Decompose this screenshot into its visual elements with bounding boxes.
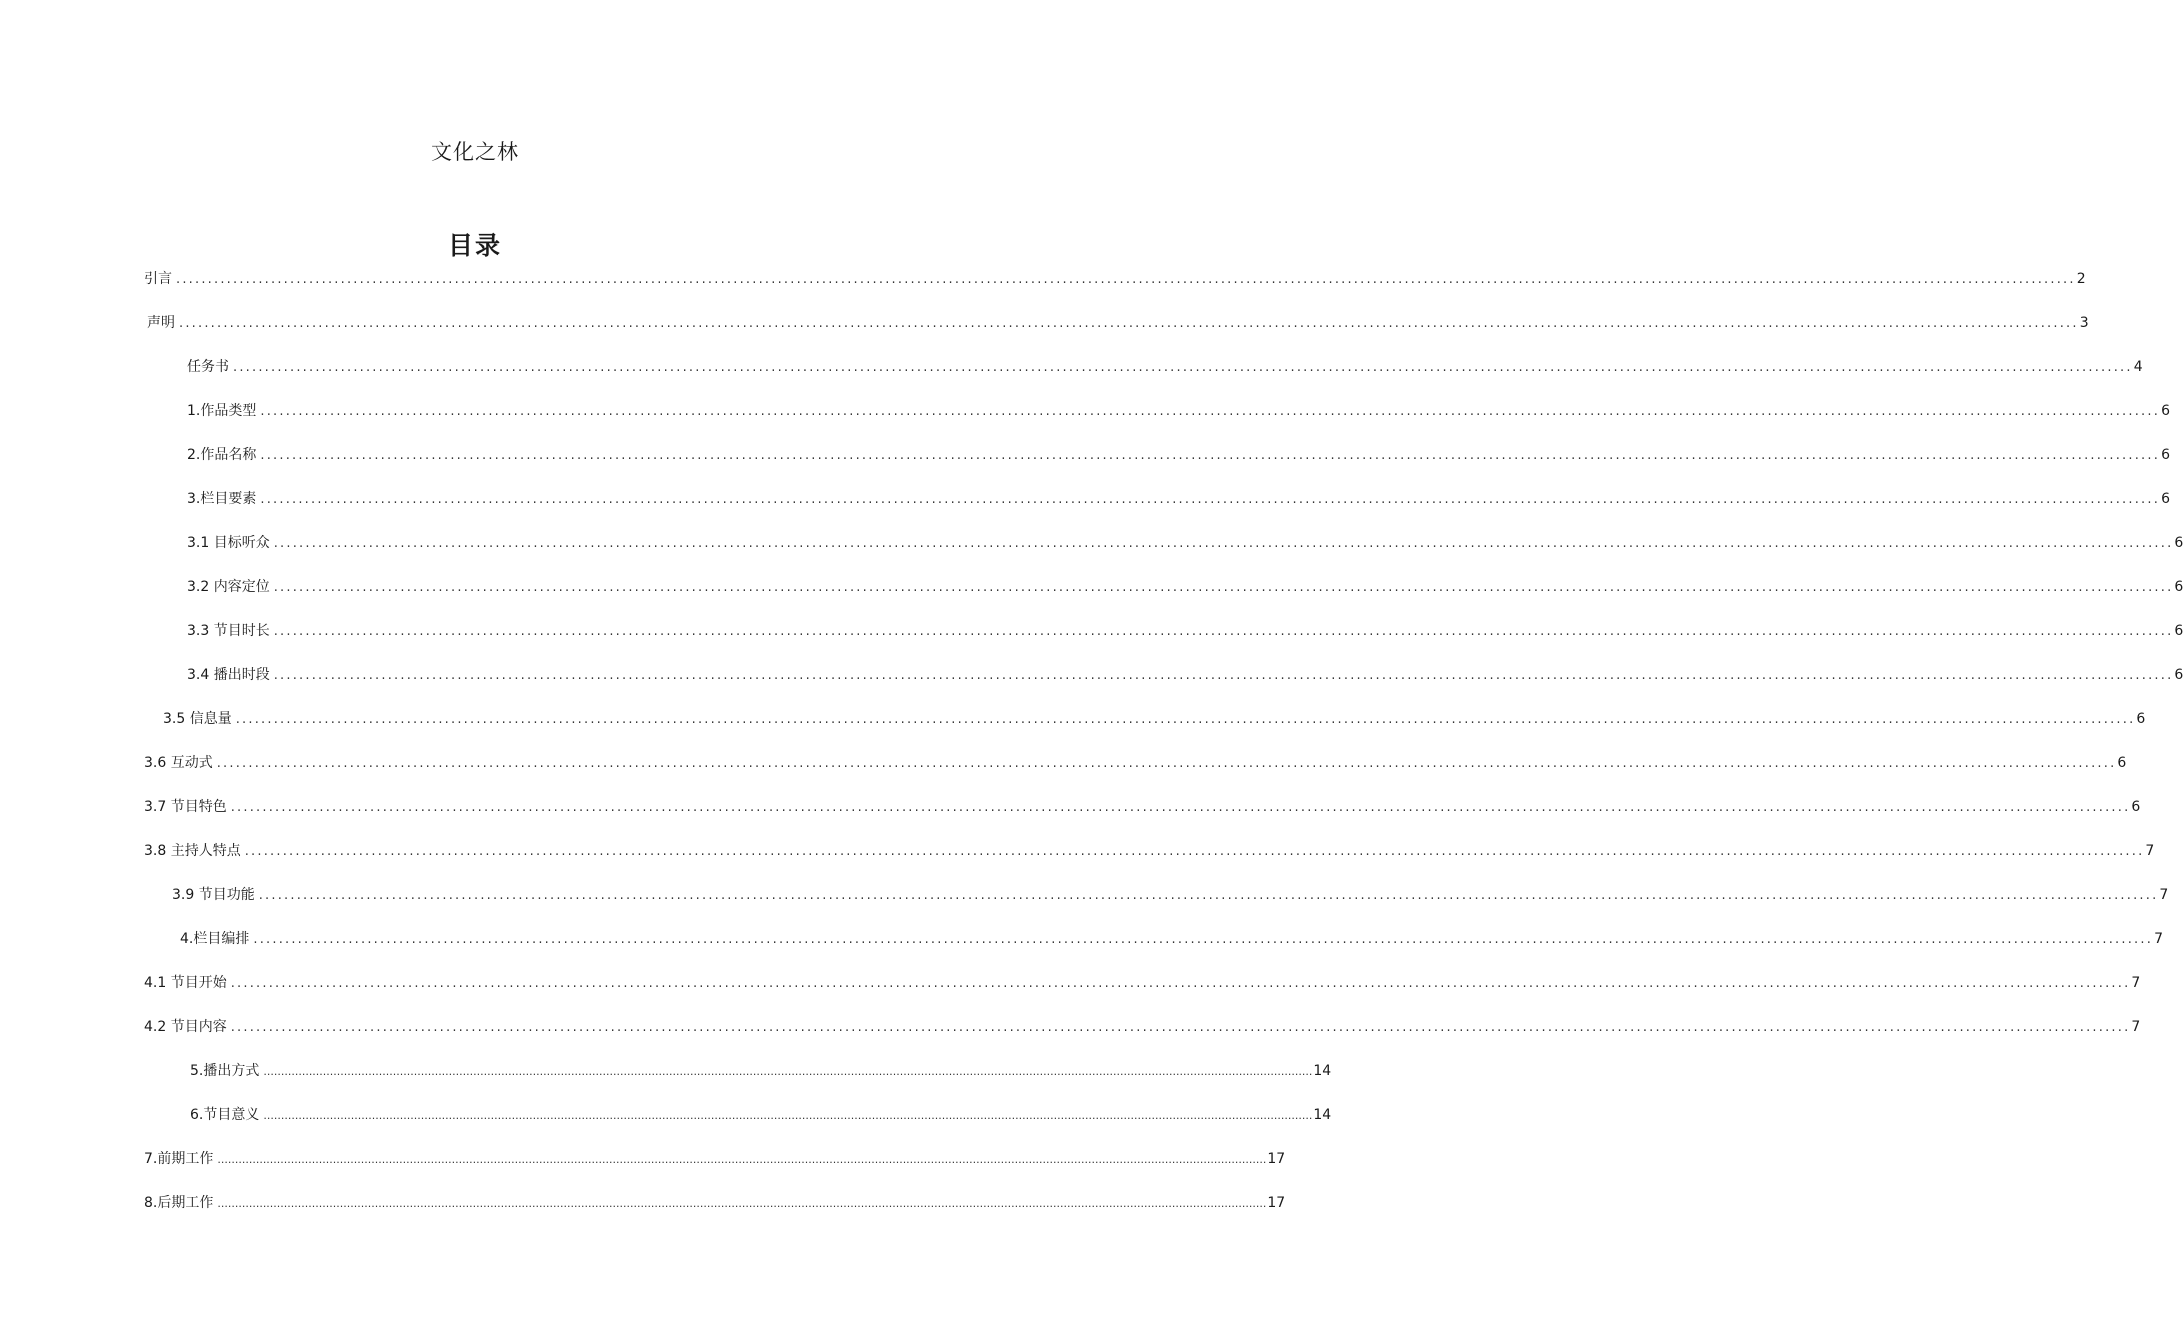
toc-leader: ............................................................................................................................................................................................................................................................................................................ <box>233 360 2133 375</box>
toc-entry-label: 3.8 主持人特点 <box>144 843 241 859</box>
toc-entry-broadcast-method[interactable] <box>190 1060 1332 1082</box>
toc-leader: ............................................................................................................................................................................................................................................................................................................ <box>230 976 2131 991</box>
toc-entry-page: 3 <box>2079 315 2089 331</box>
toc-entry-label: 4.1 节目开始 <box>144 975 227 991</box>
toc-entry-introduction[interactable] <box>144 268 2086 290</box>
toc-entry-page: 6 <box>2174 623 2183 639</box>
toc-leader: ............................................................................................................................................................................................................................................................................................................ <box>244 844 2145 859</box>
toc-entry-label: 声明 <box>147 315 175 331</box>
toc-entry-assignment[interactable] <box>187 356 2143 378</box>
toc-entry-label: 3.4 播出时段 <box>187 667 270 683</box>
toc-entry-statement[interactable] <box>147 312 2089 334</box>
toc-leader: ............................................................................................................................................................................................................................................................................................................ <box>273 668 2174 683</box>
toc-entry-host-traits[interactable] <box>144 840 2155 862</box>
toc-entry-label: 3.7 节目特色 <box>144 799 227 815</box>
toc-entry-label: 3.9 节目功能 <box>172 887 255 903</box>
toc-entry-label: 2.作品名称 <box>187 447 257 463</box>
toc-entry-page: 7 <box>2131 975 2141 991</box>
toc-entry-program-function[interactable] <box>172 884 2169 906</box>
toc-entry-page: 6 <box>2161 403 2170 419</box>
toc-entry-label: 引言 <box>144 271 172 287</box>
toc-leader: ............................................................................................................................................................................................................................................................................................................ <box>263 1065 1313 1078</box>
toc-entry-label: 4.2 节目内容 <box>144 1019 227 1035</box>
toc-entry-page: 4 <box>2133 359 2143 375</box>
toc-entry-label: 3.6 互动式 <box>144 755 213 771</box>
toc-entry-pre-production[interactable] <box>144 1148 1286 1170</box>
toc-heading: 目录 <box>447 231 502 260</box>
toc-leader: ............................................................................................................................................................................................................................................................................................................ <box>217 1197 1267 1210</box>
toc-entry-label: 3.栏目要素 <box>187 491 257 507</box>
toc-entry-page: 7 <box>2159 887 2169 903</box>
toc-entry-page: 6 <box>2161 447 2170 463</box>
toc-leader: ............................................................................................................................................................................................................................................................................................................ <box>260 492 2161 507</box>
toc-entry-label: 3.2 内容定位 <box>187 579 270 595</box>
toc-leader: ............................................................................................................................................................................................................................................................................................................ <box>273 536 2174 551</box>
toc-entry-page: 6 <box>2174 579 2183 595</box>
toc-entry-label: 3.1 目标听众 <box>187 535 270 551</box>
toc-entry-broadcast-slot[interactable] <box>187 664 2183 686</box>
toc-entry-page: 2 <box>2076 271 2086 287</box>
toc-entry-work-type[interactable] <box>187 400 2170 422</box>
toc-entry-page: 14 <box>1313 1063 1332 1079</box>
toc-entry-page: 7 <box>2154 931 2163 947</box>
toc-leader: ............................................................................................................................................................................................................................................................................................................ <box>235 712 2136 727</box>
toc-leader: ............................................................................................................................................................................................................................................................................................................ <box>230 1020 2131 1035</box>
toc-entry-page: 6 <box>2136 711 2146 727</box>
toc-entry-column-arrangement[interactable] <box>180 928 2163 950</box>
toc-entry-page: 7 <box>2145 843 2155 859</box>
toc-entry-label: 7.前期工作 <box>144 1151 214 1167</box>
toc-entry-label: 6.节目意义 <box>190 1107 260 1123</box>
toc-leader: ............................................................................................................................................................................................................................................................................................................ <box>260 404 2161 419</box>
toc-entry-label: 任务书 <box>187 359 229 375</box>
toc-entry-column-elements[interactable] <box>187 488 2170 510</box>
toc-leader: ............................................................................................................................................................................................................................................................................................................ <box>253 932 2154 947</box>
toc-entry-post-production[interactable] <box>144 1192 1286 1214</box>
toc-entry-page: 17 <box>1267 1195 1286 1211</box>
toc-entry-page: 6 <box>2117 755 2127 771</box>
toc-leader: ............................................................................................................................................................................................................................................................................................................ <box>273 580 2174 595</box>
toc-leader: ............................................................................................................................................................................................................................................................................................................ <box>273 624 2174 639</box>
toc-leader: ............................................................................................................................................................................................................................................................................................................ <box>263 1109 1313 1122</box>
toc-leader: ............................................................................................................................................................................................................................................................................................................ <box>230 800 2131 815</box>
toc-leader: ............................................................................................................................................................................................................................................................................................................ <box>258 888 2159 903</box>
toc-leader: ............................................................................................................................................................................................................................................................................................................ <box>216 756 2117 771</box>
toc-entry-label: 3.3 节目时长 <box>187 623 270 639</box>
toc-entry-page: 6 <box>2174 667 2183 683</box>
toc-entry-label: 4.栏目编排 <box>180 931 250 947</box>
toc-entry-content-positioning[interactable] <box>187 576 2183 598</box>
toc-entry-label: 3.5 信息量 <box>163 711 232 727</box>
toc-entry-interactive[interactable] <box>144 752 2127 774</box>
toc-entry-page: 17 <box>1267 1151 1286 1167</box>
toc-entry-page: 6 <box>2131 799 2141 815</box>
toc-entry-program-duration[interactable] <box>187 620 2183 642</box>
toc-entry-label: 5.播出方式 <box>190 1063 260 1079</box>
toc-entry-program-content[interactable] <box>144 1016 2141 1038</box>
toc-entry-page: 14 <box>1313 1107 1332 1123</box>
toc-entry-work-name[interactable] <box>187 444 2170 466</box>
toc-entry-page: 6 <box>2161 491 2170 507</box>
toc-entry-program-significance[interactable] <box>190 1104 1332 1126</box>
toc-entry-label: 8.后期工作 <box>144 1195 214 1211</box>
toc-entry-page: 6 <box>2174 535 2183 551</box>
toc-entry-information-volume[interactable] <box>163 708 2146 730</box>
toc-entry-target-audience[interactable] <box>187 532 2183 554</box>
toc-entry-label: 1.作品类型 <box>187 403 257 419</box>
toc-leader: ............................................................................................................................................................................................................................................................................................................ <box>260 448 2161 463</box>
toc-entry-page: 7 <box>2131 1019 2141 1035</box>
toc-leader: ............................................................................................................................................................................................................................................................................................................ <box>179 316 2079 331</box>
toc-entry-program-features[interactable] <box>144 796 2141 818</box>
toc-leader: ............................................................................................................................................................................................................................................................................................................ <box>217 1153 1267 1166</box>
toc-leader: ............................................................................................................................................................................................................................................................................................................ <box>176 272 2076 287</box>
toc-entry-program-start[interactable] <box>144 972 2141 994</box>
document-title: 文化之林 <box>431 140 519 164</box>
